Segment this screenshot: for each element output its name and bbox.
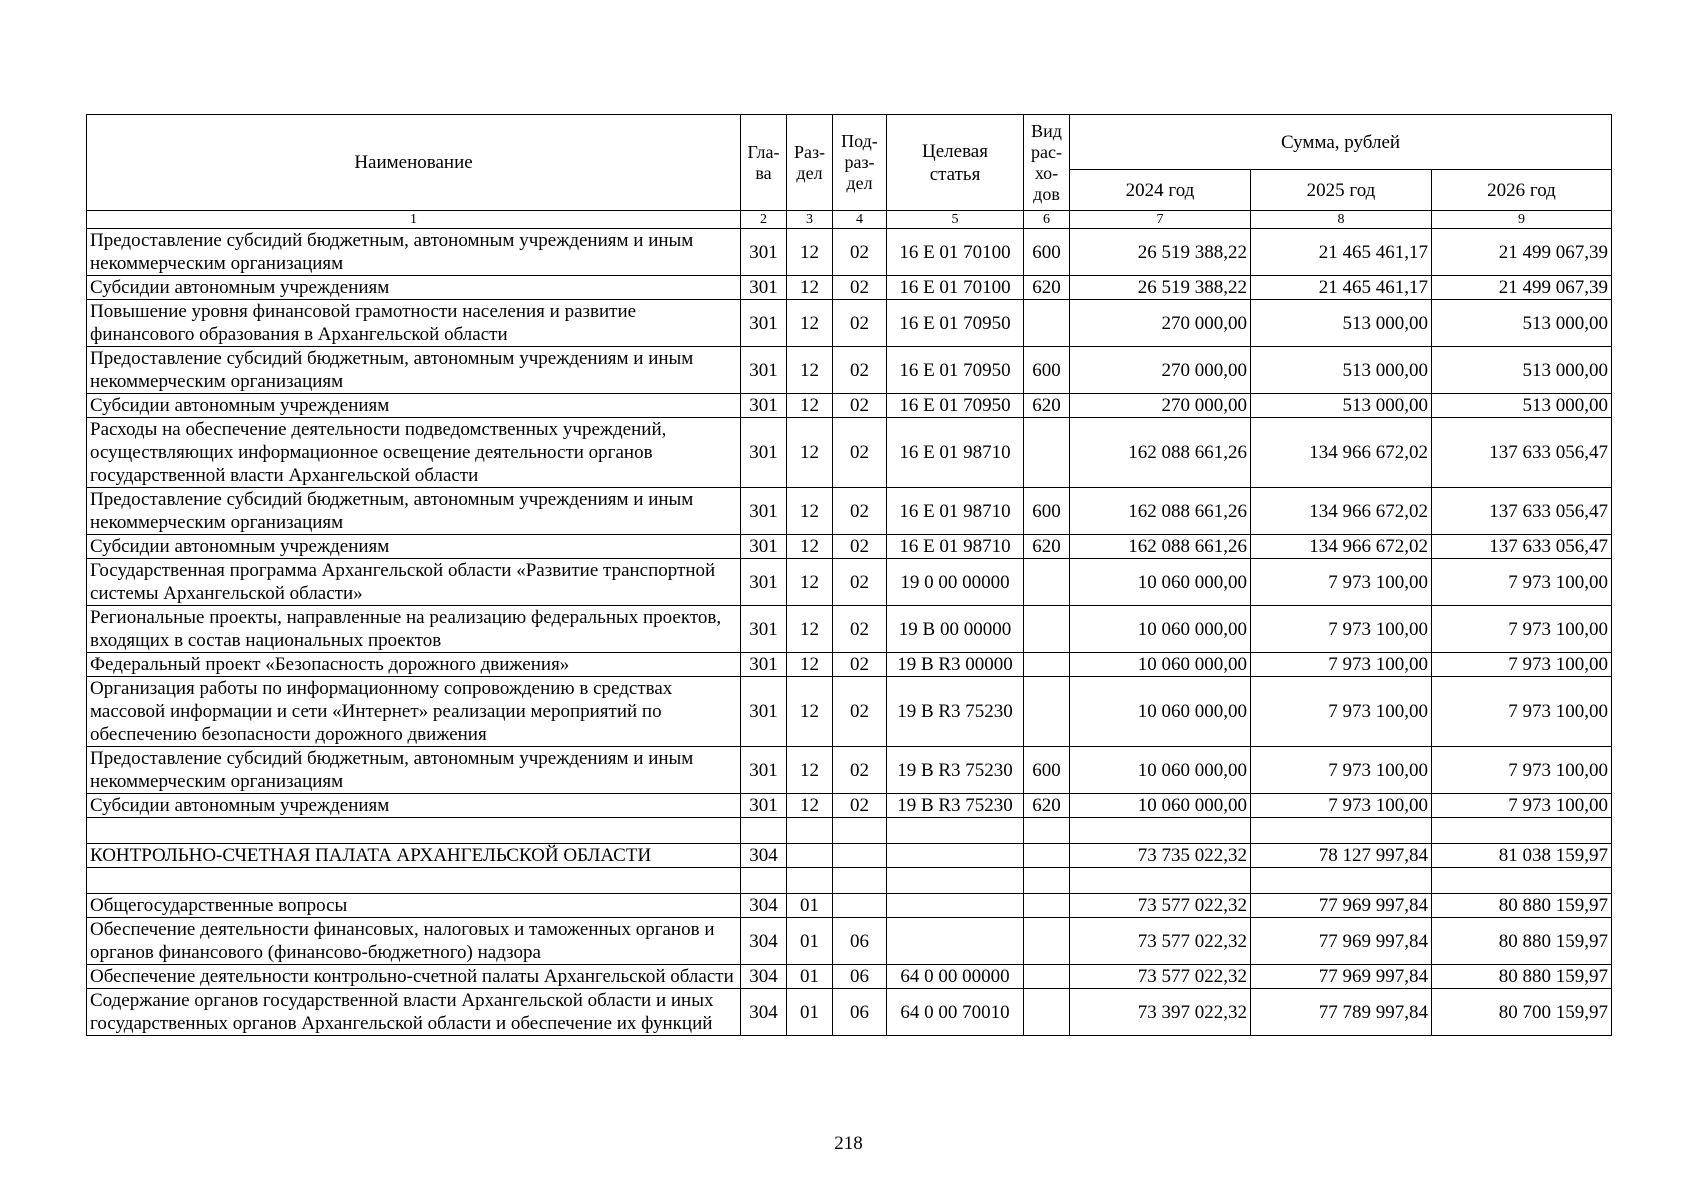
cell-razdel: 12 (787, 535, 833, 559)
cell-glava: 304 (741, 894, 787, 918)
cell-razdel: 01 (787, 894, 833, 918)
cell-amount-2026: 513 000,00 (1432, 300, 1612, 347)
header-summa: Сумма, рублей (1070, 115, 1612, 170)
cell-amount-2024: 26 519 388,22 (1070, 229, 1251, 276)
cell-podrazdel: 02 (833, 606, 887, 653)
cell-amount-2025: 513 000,00 (1251, 394, 1432, 418)
cell-tselevaya (887, 818, 1024, 844)
cell-amount-2026: 7 973 100,00 (1432, 606, 1612, 653)
header-glava-text: Гла- ва (747, 141, 780, 183)
cell-glava: 304 (741, 918, 787, 965)
cell-razdel (787, 868, 833, 894)
table-row (87, 559, 1612, 606)
cell-amount-2026: 513 000,00 (1432, 394, 1612, 418)
cell-amount-2026 (1432, 868, 1612, 894)
cell-vid: 600 (1024, 488, 1070, 535)
cell-razdel: 12 (787, 276, 833, 300)
cell-podrazdel (833, 868, 887, 894)
cell-razdel: 12 (787, 747, 833, 794)
cell-amount-2025: 513 000,00 (1251, 347, 1432, 394)
cell-razdel: 12 (787, 418, 833, 488)
cell-amount-2025: 77 969 997,84 (1251, 965, 1432, 989)
cell-glava: 304 (741, 989, 787, 1036)
column-number: 8 (1251, 211, 1432, 229)
cell-name: КОНТРОЛЬНО-СЧЕТНАЯ ПАЛАТА АРХАНГЕЛЬСКОЙ ОБЛАСТИ (87, 844, 741, 868)
cell-amount-2025: 513 000,00 (1251, 300, 1432, 347)
cell-amount-2024: 10 060 000,00 (1070, 794, 1251, 818)
header-vid (1024, 115, 1070, 211)
cell-amount-2024: 10 060 000,00 (1070, 653, 1251, 677)
cell-razdel: 12 (787, 488, 833, 535)
cell-name: Обеспечение деятельности финансовых, налоговых и таможенных органов и органов финансового (финансово-бюджетного) надзора (87, 918, 741, 965)
cell-amount-2026: 80 880 159,97 (1432, 918, 1612, 965)
cell-vid: 600 (1024, 229, 1070, 276)
table-row (87, 276, 1612, 300)
cell-vid: 620 (1024, 276, 1070, 300)
column-number-row (87, 211, 1612, 229)
cell-amount-2025: 77 969 997,84 (1251, 918, 1432, 965)
cell-vid (1024, 844, 1070, 868)
cell-name (87, 868, 741, 894)
cell-name: Субсидии автономным учреждениям (87, 794, 741, 818)
cell-glava: 304 (741, 844, 787, 868)
cell-amount-2025: 7 973 100,00 (1251, 747, 1432, 794)
header-glava (741, 115, 787, 211)
cell-glava: 301 (741, 488, 787, 535)
cell-amount-2025 (1251, 818, 1432, 844)
cell-tselevaya: 16 Е 01 98710 (887, 418, 1024, 488)
table-row (87, 794, 1612, 818)
cell-podrazdel (833, 894, 887, 918)
cell-tselevaya: 16 Е 01 98710 (887, 488, 1024, 535)
table-row (87, 394, 1612, 418)
table-row (87, 488, 1612, 535)
cell-vid (1024, 868, 1070, 894)
table-row (87, 894, 1612, 918)
cell-amount-2026: 21 499 067,39 (1432, 229, 1612, 276)
column-number: 9 (1432, 211, 1612, 229)
cell-tselevaya: 19 В R3 75230 (887, 677, 1024, 747)
cell-glava: 301 (741, 535, 787, 559)
table-row (87, 844, 1612, 868)
cell-tselevaya: 64 0 00 70010 (887, 989, 1024, 1036)
cell-vid (1024, 918, 1070, 965)
table-row (87, 229, 1612, 276)
cell-razdel: 01 (787, 965, 833, 989)
cell-name: Предоставление субсидий бюджетным, автономным учреждениям и иным некоммерческим организациям (87, 347, 741, 394)
cell-amount-2024: 270 000,00 (1070, 300, 1251, 347)
cell-vid (1024, 677, 1070, 747)
cell-podrazdel: 02 (833, 653, 887, 677)
cell-glava: 301 (741, 418, 787, 488)
cell-razdel: 01 (787, 989, 833, 1036)
header-tselevaya-text: Целевая статья (922, 140, 988, 185)
header-tselevaya (887, 115, 1024, 211)
cell-tselevaya: 16 Е 01 98710 (887, 535, 1024, 559)
cell-tselevaya: 19 В R3 00000 (887, 653, 1024, 677)
table-row-empty (87, 868, 1612, 894)
cell-amount-2024: 73 577 022,32 (1070, 918, 1251, 965)
cell-glava: 304 (741, 965, 787, 989)
cell-amount-2024: 162 088 661,26 (1070, 535, 1251, 559)
cell-amount-2024: 73 735 022,32 (1070, 844, 1251, 868)
cell-glava: 301 (741, 300, 787, 347)
cell-amount-2026: 7 973 100,00 (1432, 559, 1612, 606)
cell-glava: 301 (741, 229, 787, 276)
cell-razdel: 12 (787, 300, 833, 347)
cell-name: Организация работы по информационному сопровождению в средствах массовой информации и сети «Интернет» реализации мероприятий по обеспечению безопасности дорожного движения (87, 677, 741, 747)
cell-amount-2026: 21 499 067,39 (1432, 276, 1612, 300)
cell-glava: 301 (741, 559, 787, 606)
cell-name: Предоставление субсидий бюджетным, автономным учреждениям и иным некоммерческим организациям (87, 488, 741, 535)
cell-podrazdel: 02 (833, 347, 887, 394)
cell-vid: 620 (1024, 535, 1070, 559)
cell-amount-2025: 21 465 461,17 (1251, 276, 1432, 300)
page-number: 218 (834, 1133, 863, 1154)
cell-amount-2024: 270 000,00 (1070, 394, 1251, 418)
table-row (87, 653, 1612, 677)
table-row (87, 535, 1612, 559)
cell-podrazdel: 02 (833, 677, 887, 747)
cell-amount-2025: 134 966 672,02 (1251, 418, 1432, 488)
cell-tselevaya: 19 В R3 75230 (887, 747, 1024, 794)
cell-glava: 301 (741, 394, 787, 418)
cell-glava: 301 (741, 677, 787, 747)
header-podrazdel-text: Под- раз- дел (841, 131, 878, 193)
budget-table (86, 114, 1612, 1036)
cell-tselevaya: 16 Е 01 70100 (887, 229, 1024, 276)
cell-amount-2024: 10 060 000,00 (1070, 606, 1251, 653)
cell-name: Предоставление субсидий бюджетным, автономным учреждениям и иным некоммерческим организациям (87, 229, 741, 276)
cell-amount-2024: 10 060 000,00 (1070, 559, 1251, 606)
cell-tselevaya: 64 0 00 00000 (887, 965, 1024, 989)
cell-name: Общегосударственные вопросы (87, 894, 741, 918)
cell-amount-2026: 80 880 159,97 (1432, 965, 1612, 989)
cell-name: Содержание органов государственной власти Архангельской области и иных государственных органов Архангельской области и обеспечение их функций (87, 989, 741, 1036)
cell-podrazdel: 06 (833, 989, 887, 1036)
cell-amount-2025 (1251, 868, 1432, 894)
cell-podrazdel: 06 (833, 918, 887, 965)
cell-razdel: 12 (787, 559, 833, 606)
cell-razdel: 12 (787, 394, 833, 418)
cell-razdel (787, 818, 833, 844)
cell-vid (1024, 418, 1070, 488)
cell-amount-2025: 134 966 672,02 (1251, 535, 1432, 559)
cell-amount-2026: 513 000,00 (1432, 347, 1612, 394)
cell-podrazdel: 02 (833, 418, 887, 488)
cell-name: Повышение уровня финансовой грамотности населения и развитие финансового образования в Архангельской области (87, 300, 741, 347)
column-number: 3 (787, 211, 833, 229)
cell-vid: 620 (1024, 394, 1070, 418)
cell-podrazdel (833, 818, 887, 844)
table-body (87, 229, 1612, 1036)
column-number: 6 (1024, 211, 1070, 229)
cell-glava: 301 (741, 606, 787, 653)
cell-name: Субсидии автономным учреждениям (87, 535, 741, 559)
cell-amount-2026: 137 633 056,47 (1432, 488, 1612, 535)
cell-glava: 301 (741, 794, 787, 818)
cell-name: Предоставление субсидий бюджетным, автономным учреждениям и иным некоммерческим организациям (87, 747, 741, 794)
cell-vid: 600 (1024, 747, 1070, 794)
column-number: 5 (887, 211, 1024, 229)
table-row (87, 918, 1612, 965)
cell-razdel: 12 (787, 677, 833, 747)
header-year-2025: 2025 год (1251, 170, 1432, 211)
cell-podrazdel: 02 (833, 300, 887, 347)
cell-glava: 301 (741, 276, 787, 300)
cell-glava: 301 (741, 747, 787, 794)
column-number: 4 (833, 211, 887, 229)
cell-amount-2025: 21 465 461,17 (1251, 229, 1432, 276)
cell-podrazdel: 02 (833, 276, 887, 300)
cell-vid (1024, 965, 1070, 989)
cell-amount-2025: 77 789 997,84 (1251, 989, 1432, 1036)
cell-tselevaya: 16 Е 01 70950 (887, 347, 1024, 394)
cell-amount-2024: 10 060 000,00 (1070, 677, 1251, 747)
cell-amount-2025: 7 973 100,00 (1251, 677, 1432, 747)
header-year-2026: 2026 год (1432, 170, 1612, 211)
cell-razdel: 12 (787, 606, 833, 653)
cell-razdel: 12 (787, 794, 833, 818)
cell-podrazdel (833, 844, 887, 868)
cell-amount-2026: 81 038 159,97 (1432, 844, 1612, 868)
cell-amount-2026: 80 700 159,97 (1432, 989, 1612, 1036)
cell-podrazdel: 02 (833, 794, 887, 818)
cell-name: Субсидии автономным учреждениям (87, 276, 741, 300)
cell-vid (1024, 653, 1070, 677)
cell-podrazdel: 02 (833, 488, 887, 535)
cell-tselevaya: 19 В R3 75230 (887, 794, 1024, 818)
table-row (87, 347, 1612, 394)
cell-amount-2026: 7 973 100,00 (1432, 653, 1612, 677)
header-podrazdel (833, 115, 887, 211)
cell-amount-2026: 80 880 159,97 (1432, 894, 1612, 918)
cell-name (87, 818, 741, 844)
cell-name: Региональные проекты, направленные на реализацию федеральных проектов, входящих в состав национальных проектов (87, 606, 741, 653)
cell-name: Расходы на обеспечение деятельности подведомственных учреждений, осуществляющих информационное освещение деятельности органов государственной власти Архангельской области (87, 418, 741, 488)
cell-tselevaya: 19 В 00 00000 (887, 606, 1024, 653)
cell-amount-2024: 73 577 022,32 (1070, 965, 1251, 989)
header-name: Наименование (87, 115, 741, 211)
table-row (87, 747, 1612, 794)
header-vid-text: Вид рас- хо- дов (1031, 120, 1062, 204)
table-row (87, 606, 1612, 653)
cell-razdel: 12 (787, 347, 833, 394)
cell-podrazdel: 06 (833, 965, 887, 989)
cell-amount-2024: 73 577 022,32 (1070, 894, 1251, 918)
cell-name: Обеспечение деятельности контрольно-счетной палаты Архангельской области (87, 965, 741, 989)
table-row-empty (87, 818, 1612, 844)
table-row (87, 418, 1612, 488)
cell-tselevaya: 16 Е 01 70950 (887, 394, 1024, 418)
header-year-2024: 2024 год (1070, 170, 1251, 211)
header-razdel-text: Раз- дел (793, 141, 826, 183)
cell-glava (741, 818, 787, 844)
cell-amount-2026: 7 973 100,00 (1432, 794, 1612, 818)
cell-tselevaya (887, 868, 1024, 894)
cell-amount-2025: 7 973 100,00 (1251, 794, 1432, 818)
cell-tselevaya: 16 Е 01 70950 (887, 300, 1024, 347)
cell-amount-2026 (1432, 818, 1612, 844)
cell-amount-2024 (1070, 818, 1251, 844)
column-number: 7 (1070, 211, 1251, 229)
cell-tselevaya: 19 0 00 00000 (887, 559, 1024, 606)
cell-glava (741, 868, 787, 894)
cell-amount-2025: 78 127 997,84 (1251, 844, 1432, 868)
cell-amount-2024: 270 000,00 (1070, 347, 1251, 394)
cell-amount-2024 (1070, 868, 1251, 894)
table-row (87, 965, 1612, 989)
cell-tselevaya (887, 844, 1024, 868)
cell-podrazdel: 02 (833, 559, 887, 606)
cell-glava: 301 (741, 347, 787, 394)
cell-amount-2024: 26 519 388,22 (1070, 276, 1251, 300)
cell-razdel: 12 (787, 229, 833, 276)
cell-amount-2026: 7 973 100,00 (1432, 747, 1612, 794)
cell-vid (1024, 606, 1070, 653)
cell-vid (1024, 818, 1070, 844)
cell-razdel: 01 (787, 918, 833, 965)
cell-vid: 600 (1024, 347, 1070, 394)
cell-tselevaya (887, 894, 1024, 918)
cell-vid (1024, 989, 1070, 1036)
cell-podrazdel: 02 (833, 747, 887, 794)
column-number: 2 (741, 211, 787, 229)
cell-name: Государственная программа Архангельской области «Развитие транспортной системы Архангельской области» (87, 559, 741, 606)
table-row (87, 677, 1612, 747)
cell-amount-2025: 7 973 100,00 (1251, 653, 1432, 677)
cell-name: Федеральный проект «Безопасность дорожного движения» (87, 653, 741, 677)
cell-glava: 301 (741, 653, 787, 677)
cell-amount-2026: 137 633 056,47 (1432, 418, 1612, 488)
header-razdel (787, 115, 833, 211)
cell-amount-2025: 7 973 100,00 (1251, 606, 1432, 653)
cell-razdel: 12 (787, 653, 833, 677)
cell-vid (1024, 300, 1070, 347)
cell-tselevaya: 16 Е 01 70100 (887, 276, 1024, 300)
cell-vid: 620 (1024, 794, 1070, 818)
cell-amount-2026: 7 973 100,00 (1432, 677, 1612, 747)
cell-tselevaya (887, 918, 1024, 965)
cell-amount-2024: 73 397 022,32 (1070, 989, 1251, 1036)
cell-amount-2025: 134 966 672,02 (1251, 488, 1432, 535)
cell-podrazdel: 02 (833, 394, 887, 418)
cell-podrazdel: 02 (833, 535, 887, 559)
cell-name: Субсидии автономным учреждениям (87, 394, 741, 418)
table-row (87, 989, 1612, 1036)
column-number: 1 (87, 211, 741, 229)
cell-amount-2024: 162 088 661,26 (1070, 488, 1251, 535)
table-row (87, 300, 1612, 347)
cell-vid (1024, 559, 1070, 606)
cell-amount-2024: 10 060 000,00 (1070, 747, 1251, 794)
cell-amount-2024: 162 088 661,26 (1070, 418, 1251, 488)
cell-amount-2025: 7 973 100,00 (1251, 559, 1432, 606)
cell-razdel (787, 844, 833, 868)
cell-amount-2025: 77 969 997,84 (1251, 894, 1432, 918)
cell-vid (1024, 894, 1070, 918)
cell-podrazdel: 02 (833, 229, 887, 276)
cell-amount-2026: 137 633 056,47 (1432, 535, 1612, 559)
